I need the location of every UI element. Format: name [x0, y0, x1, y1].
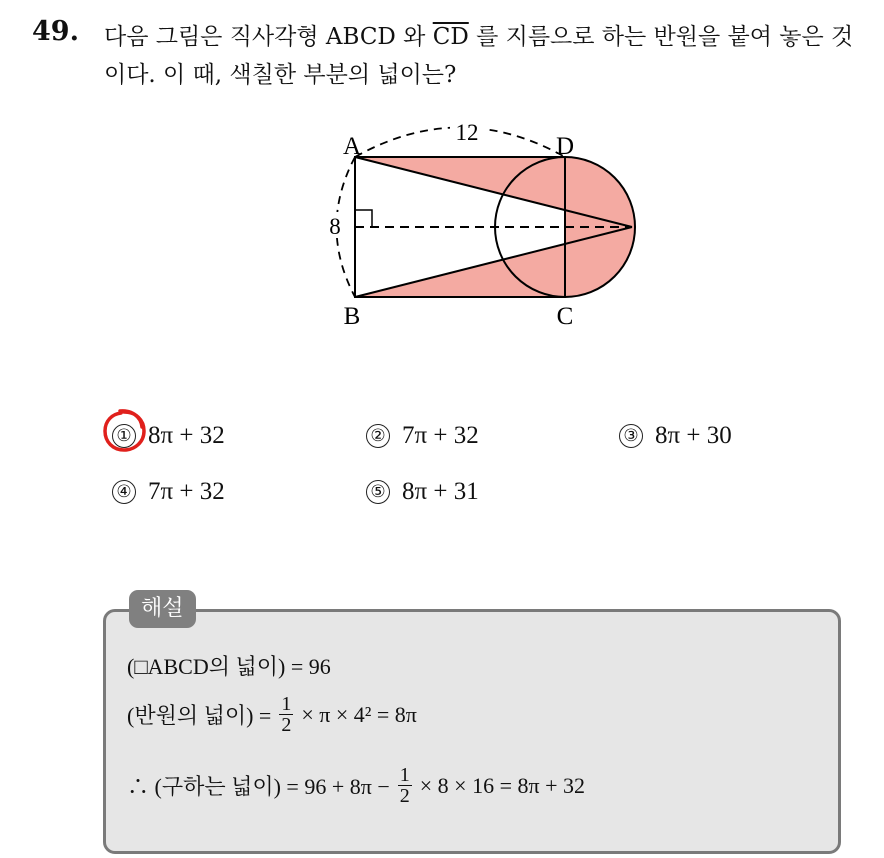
fraction-denominator-2: 2 — [399, 785, 410, 807]
fraction-numerator: 1 — [281, 693, 292, 715]
choice-4-number: ④ — [112, 480, 136, 504]
question-text-before: 다음 그림은 직사각형 ABCD 와 — [104, 24, 426, 50]
choice-1[interactable] — [112, 422, 225, 450]
solution-line-3 — [127, 765, 585, 806]
choice-5-expr: 8π + 31 — [402, 478, 479, 505]
label-a: A — [342, 133, 362, 160]
geometry-figure — [320, 118, 650, 338]
question-text — [104, 18, 874, 94]
question-text-after: 를 지름으로 하는 반원을 붙여 놓은 것이다. 이 때, 색칠한 부분의 넓이는? — [104, 24, 854, 88]
solution-line-2-right: × π × 4² = 8π — [301, 701, 417, 727]
solution-tag: 해설 — [129, 590, 196, 628]
solution-line-1-text: (□ABCD의 넓이) = 96 — [127, 654, 331, 679]
label-b: B — [343, 303, 361, 330]
choice-2-number: ② — [366, 424, 390, 448]
solution-line-3-right: × 8 × 16 = 8π + 32 — [419, 772, 585, 798]
right-angle-mark — [355, 210, 372, 227]
label-d: D — [555, 133, 575, 160]
choice-4[interactable] — [112, 478, 225, 506]
solution-line-2 — [127, 694, 417, 735]
choice-2-expr: 7π + 32 — [402, 422, 479, 449]
fraction-denominator: 2 — [281, 714, 292, 736]
choice-3-expr: 8π + 30 — [655, 422, 732, 449]
segment-cd: $\overline{CD}$ — [432, 24, 469, 50]
label-height: 8 — [329, 214, 341, 239]
choice-2[interactable] — [366, 422, 479, 450]
question-number: 49. — [32, 16, 79, 47]
label-c: C — [556, 303, 574, 330]
fraction-numerator-2: 1 — [399, 764, 410, 786]
choice-1-number: ① — [112, 424, 136, 448]
solution-line-2-left: (반원의 넓이) = — [127, 703, 272, 728]
choice-1-expr: 8π + 32 — [148, 422, 225, 449]
fraction-half — [279, 694, 293, 735]
choice-5[interactable] — [366, 478, 479, 506]
choice-4-expr: 7π + 32 — [148, 478, 225, 505]
solution-line-3-left: ∴ (구하는 넓이) = 96 + 8π − — [127, 774, 390, 799]
fraction-half-2 — [398, 765, 412, 806]
choice-3-number: ③ — [619, 424, 643, 448]
solution-line-1 — [127, 650, 331, 681]
choice-3[interactable] — [619, 422, 732, 450]
label-width: 12 — [455, 120, 479, 145]
choice-5-number: ⑤ — [366, 480, 390, 504]
